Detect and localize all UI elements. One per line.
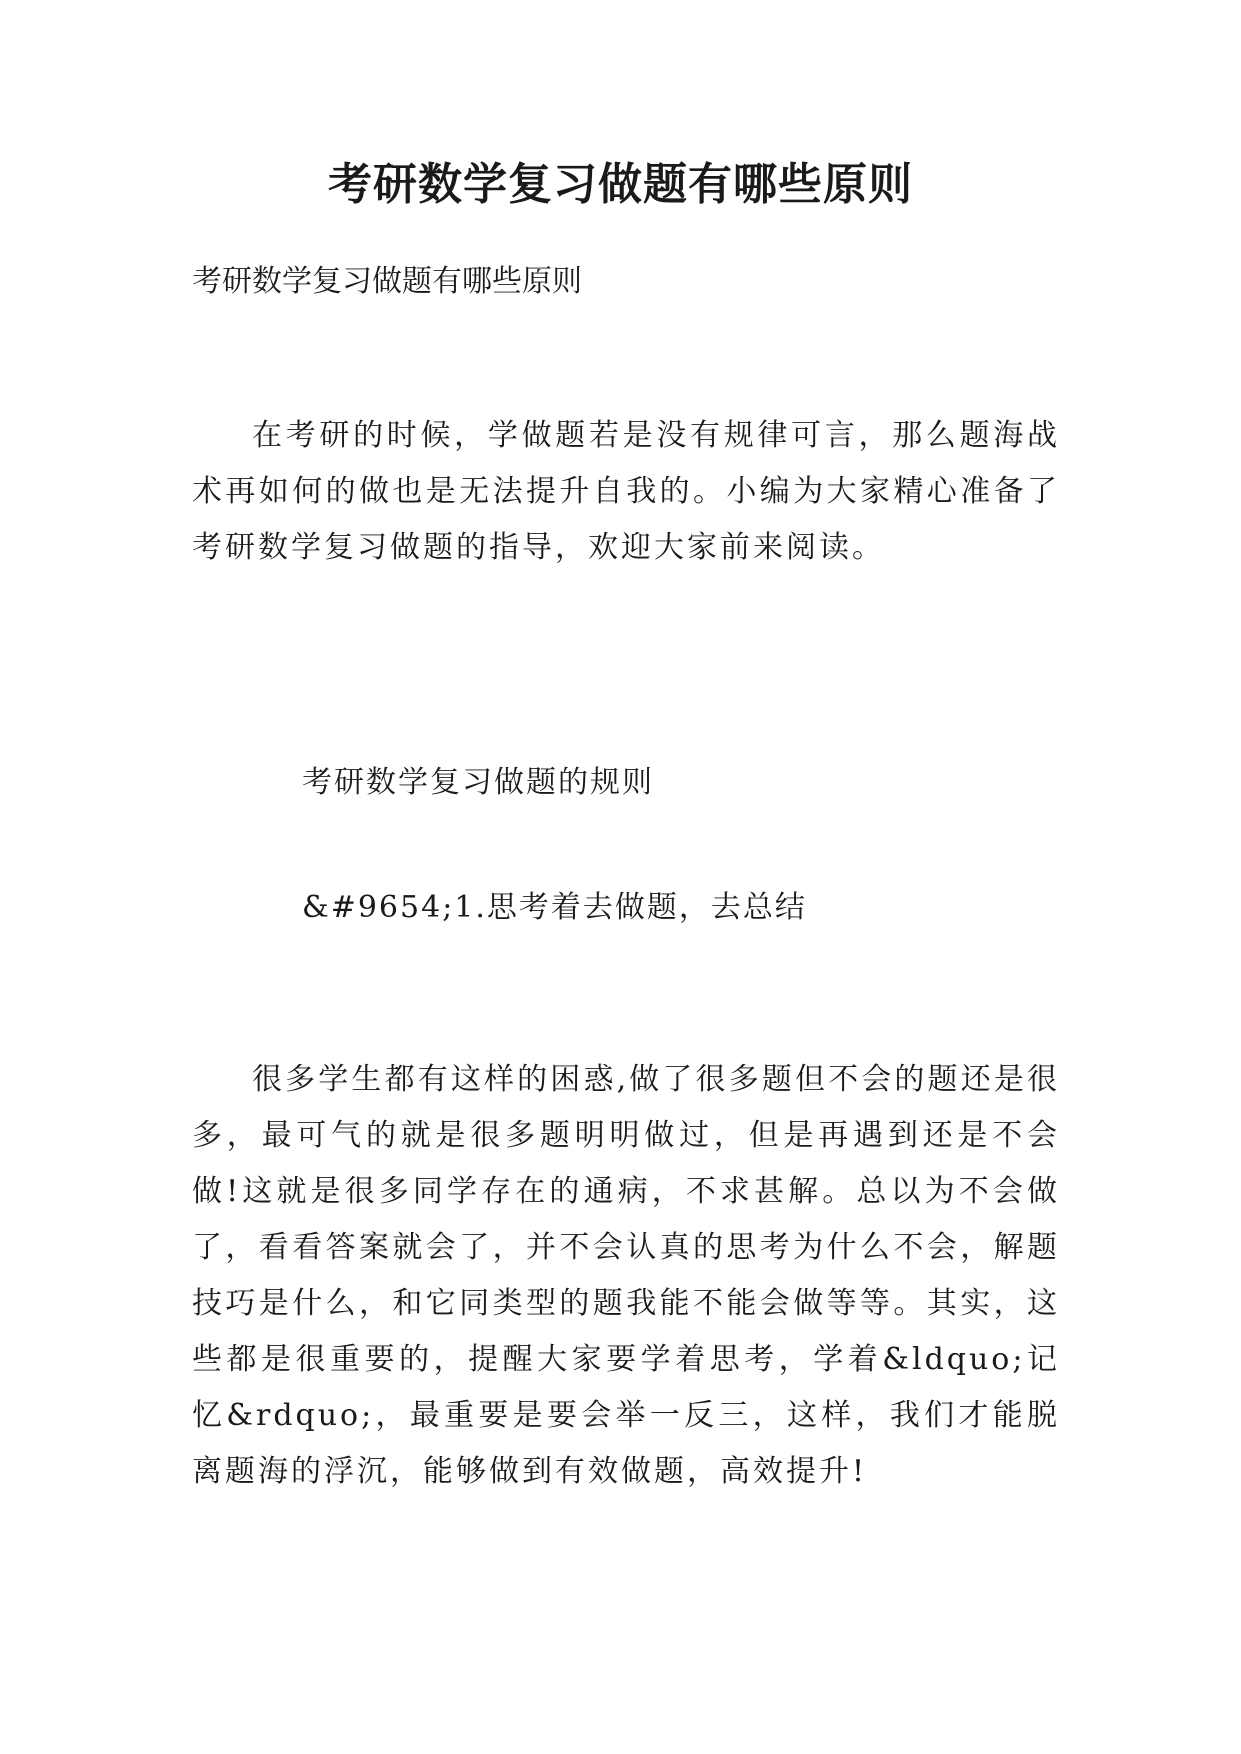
document-title: 考研数学复习做题有哪些原则 <box>328 159 913 210</box>
rules-heading: 考研数学复习做题的规则 <box>302 765 654 800</box>
body-paragraph: 很多学生都有这样的困惑,做了很多题但不会的题还是很多，最可气的就是很多题明明做过，但是再遇到还是不会做!这就是很多同学存在的通病，不求甚解。总以为不会做了，看看答案就会了，并不会认真的思考为什么不会，解题技巧是什么，和它同类型的题我能不能会做等等。其实，这些都是很重要的，提醒大家要学着思考，学着&ldquo;记忆&rdquo;，最重要是要会举一反三，这样，我们才能脱离题海的浮沉，能够做到有效做题，高效提升! <box>192 1062 1060 1489</box>
point-heading: &#9654;1.思考着去做题，去总结 <box>302 890 807 925</box>
intro-paragraph: 在考研的时候，学做题若是没有规律可言，那么题海战术再如何的做也是无法提升自我的。小编为大家精心准备了考研数学复习做题的指导，欢迎大家前来阅读。 <box>192 418 1060 565</box>
document-subtitle: 考研数学复习做题有哪些原则 <box>192 264 582 299</box>
